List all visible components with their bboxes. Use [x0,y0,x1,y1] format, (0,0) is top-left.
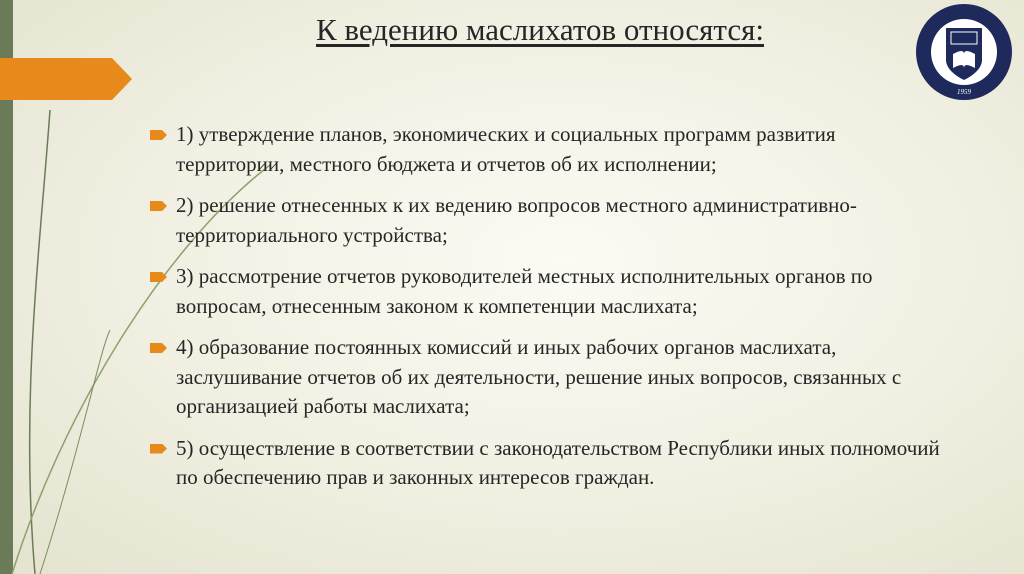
arrow-bullet-icon [150,130,167,140]
orange-arrow-decoration [0,58,132,100]
arrow-bullet-icon [150,343,167,353]
list-item-text: 3) рассмотрение отчетов руководителей местных исполнительных органов по вопросам, отнесенным законом к компетенции маслихата; [176,264,873,318]
arrow-bullet-icon [150,444,167,454]
list-item [150,434,940,493]
bullet-list [150,120,940,505]
arrow-bullet-icon [150,201,167,211]
list-item-text: 5) осуществление в соответствии с законодательством Республики иных полномочий по обеспечению прав и законных интересов граждан. [176,435,940,489]
list-item [150,120,940,179]
list-item-text: 4) образование постоянных комиссий и иных рабочих органов маслихата, заслушивание отчетов об их деятельности, решение иных вопросов, связанных с организацией работы маслихата; [176,335,902,418]
arrow-bullet-icon [150,272,167,282]
list-item [150,191,940,250]
university-logo [910,2,1018,102]
list-item-text: 2) решение отнесенных к их ведению вопросов местного административно-территориального устройства; [176,193,857,247]
slide-title: К ведению маслихатов относятся: [316,12,764,47]
svg-text:1959: 1959 [957,88,971,96]
list-item [150,262,940,321]
list-item-text: 1) утверждение планов, экономических и социальных программ развития территории, местного бюджета и отчетов об их исполнении; [176,122,836,176]
list-item [150,333,940,422]
